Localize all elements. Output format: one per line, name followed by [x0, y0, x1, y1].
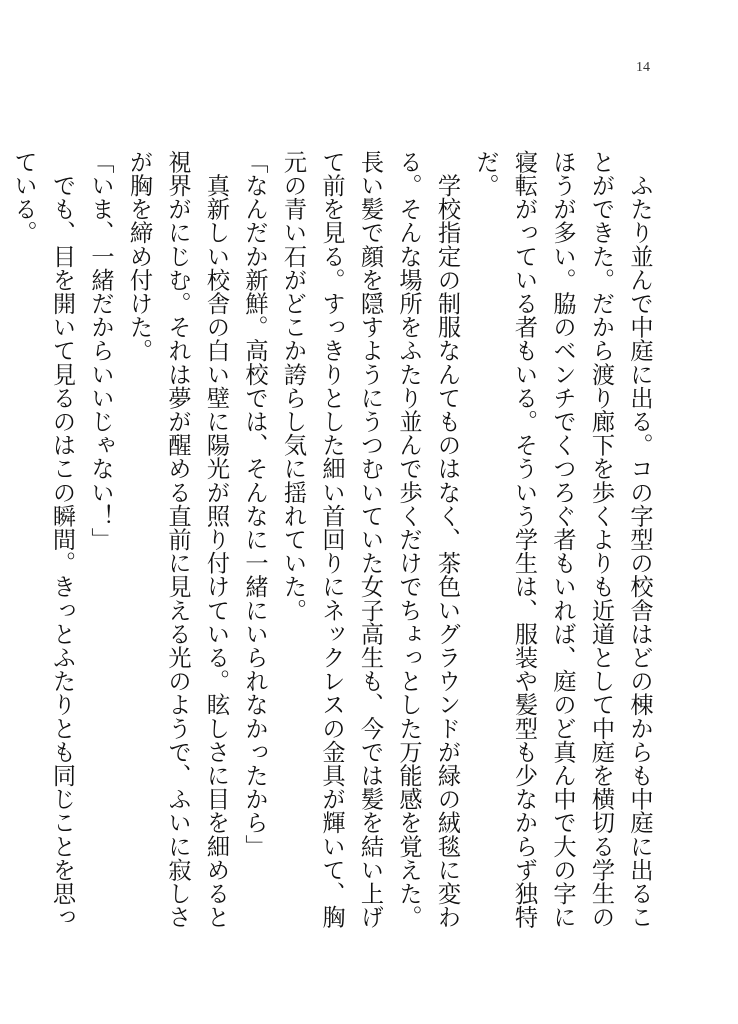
paragraph: 「いま、一緒だからいいじゃない！」	[87, 150, 114, 552]
paragraph: 「なんだか新鮮。高校では、そんなに一緒にいられなかったから」	[241, 150, 268, 858]
page-number: 14	[636, 60, 650, 75]
paragraph: 真新しい校舎の白い壁に陽光が照り付けている。眩しさに目を細めると視界がにじむ。それは夢が醒める直前に見える光のようで、ふいに寂しさが胸を締め付けた。	[125, 150, 230, 929]
paragraph	[0, 150, 4, 950]
paragraph: ふたり並んで中庭に出る。コの字型の校舎はどの棟からも中庭に出ることができた。だから渡り廊下を歩くよりも近道として中庭を横切る学生のほうが多い。脇のベンチでくつろぐ者もいれば、庭のど真ん中で大の字に寝転がっている者もいる。そういう学生は、服装や髪型も少なからず独特だ。	[472, 150, 653, 929]
paragraph: 学校指定の制服なんてものはなく、茶色いグラウンドが緑の絨毯に変わる。そんな場所をふたり並んで歩くだけでちょっとした万能感を覚えた。長い髪で顔を隠すようにうつむいていた女子高生も、今では髪を結い上げて前を見る。すっきりとした細い首回りにネックレスの金具が輝いて、胸元の青い石がどこか誇らし気に揺れていた。	[279, 150, 461, 929]
paragraph: でも、目を開いて見るのはこの瞬間。きっとふたりとも同じことを思っている。	[10, 150, 76, 929]
body-text	[10, 150, 658, 950]
